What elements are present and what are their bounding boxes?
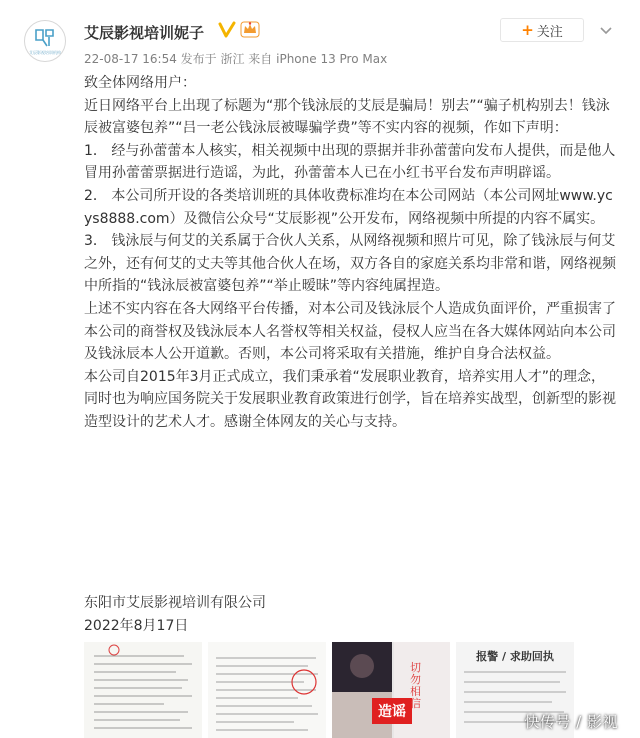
- post-paragraph-about: 本公司自2015年3月正式成立，我们秉承着“发展职业教育，培养实用人才”的理念，同时也为响应国务院关于发展职业教育政策进行创学，旨在培养实战型，创新型的影视造型设计的艺术人才。感谢全体网友的关心与支持。: [84, 368, 616, 430]
- thumbnail-photo-collage[interactable]: [332, 642, 450, 738]
- avatar-caption: 艾辰影视培训机构: [29, 50, 61, 55]
- post-paragraph-point-1: 1． 经与孙蕾蕾本人核实，相关视频中出现的票据并非孙蕾蕾向发布人提供，而是他人冒用孙蕾蕾票据进行造谣，为此，孙蕾蕾本人已在小红书平台发布声明辟谣。: [84, 142, 616, 182]
- vip-crown-icon: [240, 19, 260, 39]
- post-meta: 22-08-17 16:54 发布于 浙江 来自 iPhone 13 Pro Max: [84, 52, 388, 66]
- signature-date: 2022年8月17日: [84, 617, 189, 634]
- thumbnail-document-1[interactable]: [84, 642, 202, 738]
- receipt-title: 报警 / 求助回执: [476, 650, 554, 663]
- post-paragraph-warning: 上述不实内容在各大网络平台传播，对本公司及钱泳辰个人造成负面评价，严重损害了本公司的商誉权及钱泳辰本人名誉权等相关权益，侵权人应当在各大媒体网站向本公司及钱泳辰本人公开道歉。否则，本公司将采取有关措施，维护自身合法权益。: [84, 300, 616, 363]
- plus-icon: +: [521, 20, 534, 39]
- thumbnail-document-2[interactable]: [208, 642, 326, 738]
- more-options-chevron-icon[interactable]: [596, 20, 616, 40]
- post-paragraph-intro: 近日网络平台上出现了标题为“那个钱泳辰的艾辰是骗局！别去”“骗子机构别去！钱泳辰被富婆包养”“吕一老公钱泳辰被曝骗学费”等不实内容的视频，作如下声明：: [84, 97, 610, 137]
- photo-overlay-text: 切勿相信: [410, 661, 421, 710]
- follow-button[interactable]: [500, 18, 584, 42]
- follow-label: 关注: [536, 24, 563, 40]
- post-paragraph-greeting: 致全体网络用户：: [84, 75, 196, 91]
- post-paragraph-point-3: 3． 钱泳辰与何艾的关系属于合伙人关系，从网络视频和照片可见，除了钱泳辰与何艾之外，还有何艾的丈夫等其他合伙人在场，双方各自的家庭关系均非常和谐，网络视频中所指的“钱泳辰被富婆包养”“举止暧昧”等内容纯属捏造。: [84, 233, 616, 295]
- author-name[interactable]: 艾辰影视培训妮子: [84, 24, 205, 42]
- verified-v-icon: [218, 21, 236, 39]
- signature: [84, 592, 266, 637]
- brand-logo-icon: [33, 27, 57, 49]
- signature-company: 东阳市艾辰影视培训有限公司: [84, 595, 266, 611]
- post-body: [84, 72, 616, 434]
- post-paragraph-point-2: 2． 本公司所开设的各类培训班的具体收费标准均在本公司网站（本公司网址www.ycys8888.com）及微信公众号“艾辰影视”公开发布，网络视频中所提的内容不属实。: [84, 187, 613, 227]
- stamp-text: 造谣: [378, 704, 406, 720]
- source-watermark: 快传号 / 影视: [524, 713, 618, 731]
- avatar[interactable]: [24, 20, 66, 62]
- image-thumbnails: [84, 642, 584, 738]
